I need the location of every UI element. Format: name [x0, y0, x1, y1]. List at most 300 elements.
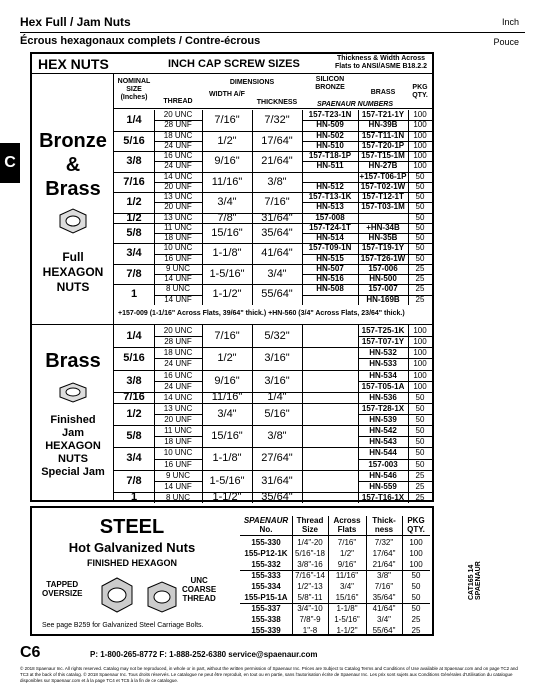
contact-info: P: 1-800-265-8772 F: 1-888-252-6380 service@spaenaur.com — [90, 650, 318, 659]
unc-coarse-label — [182, 576, 216, 603]
nominal-size: 3/4 — [126, 247, 142, 260]
silicon-bronze-part — [302, 172, 358, 182]
sub-row-divider — [302, 161, 432, 162]
steel-pkg: 25 — [411, 615, 421, 624]
steel-thread: 1/2"-13 — [297, 582, 323, 591]
steel-thick: 3/4" — [377, 615, 391, 624]
package-qty: 100 — [413, 370, 427, 380]
width-across-flats: 1-5/16" — [209, 267, 245, 280]
steel-no: 155-339 — [251, 626, 281, 635]
package-qty: 25 — [415, 481, 425, 491]
side-catalog-code: CAT165 14 — [468, 564, 475, 600]
thread-spec: 14 UNF — [164, 481, 192, 491]
steel-footnote: See page B259 for Galvanized Steel Carriage Bolts. — [42, 622, 204, 629]
jam-nut-icon — [54, 380, 92, 406]
steel-flats: 1-1/2" — [336, 626, 358, 635]
standards-note — [332, 55, 430, 71]
finished-label: Finished — [50, 414, 96, 426]
column-divider — [154, 110, 155, 305]
package-qty: 25 — [415, 284, 425, 294]
sub-row-divider — [154, 436, 202, 437]
steel-header: Across — [333, 516, 361, 525]
brass-part: 157-T19-1Y — [361, 243, 405, 253]
sub-row-divider — [154, 254, 202, 255]
steel-pkg: 100 — [409, 549, 423, 558]
thickness: 31/64" — [261, 474, 293, 487]
brass-part: 157-T20-1P — [361, 140, 405, 150]
steel-header: ness — [374, 525, 394, 534]
thickness: 5/16" — [264, 407, 290, 420]
steel-thick: 7/32" — [374, 538, 394, 547]
width-across-flats: 15/16" — [211, 226, 243, 239]
steel-flats: 7/16" — [337, 538, 357, 547]
column-divider — [408, 110, 409, 305]
steel-thread: 5/8"-11 — [297, 593, 323, 602]
nominal-size: 3/8 — [126, 374, 142, 387]
steel-flats: 9/16" — [337, 560, 357, 569]
sub-row-divider — [154, 274, 202, 275]
brass-part: 157-T12-1T — [362, 192, 404, 202]
steel-flats: 1/2" — [340, 549, 354, 558]
column-divider — [302, 325, 303, 503]
nominal-size: 7/8 — [126, 474, 142, 487]
silicon-bronze-part: 157-T18-1P — [308, 151, 352, 161]
thread-spec: 20 UNC — [163, 110, 193, 119]
steel-thick: 55/64" — [372, 626, 396, 635]
steel-thread: 7/16"-14 — [295, 571, 325, 580]
thread-spec: 8 UNC — [165, 492, 190, 502]
nominal-size: 3/8 — [126, 155, 142, 168]
hexagon-label: HEXAGON — [42, 265, 104, 279]
thread-spec: 18 UNF — [164, 437, 192, 447]
brass-part: HN-169B — [366, 294, 400, 304]
brass-jam-table — [114, 325, 432, 503]
bronze-footnote: +157-009 (1-1/16" Across Flats, 39/64" thick.) +HN-560 (3/4" Across Flats, 23/64" thick.) — [118, 310, 405, 317]
brass-part: 157-T16-1X — [361, 492, 405, 502]
steel-no: 155-P12-1K — [244, 549, 288, 558]
thickness: 3/8" — [267, 175, 287, 188]
steel-header: Thread — [296, 516, 324, 525]
package-qty: 50 — [415, 181, 425, 191]
thread-spec: 18 UNC — [163, 130, 193, 140]
thickness: 7/16" — [264, 196, 290, 209]
full-label: Full — [62, 250, 84, 264]
package-qty: 100 — [413, 161, 427, 171]
galvanized-nut-side-icon — [142, 578, 182, 618]
nominal-size: 1/4 — [126, 114, 142, 126]
bronze-brass-table — [114, 110, 432, 305]
package-qty: 100 — [413, 326, 427, 335]
brass-part: 157-T11-1N — [361, 130, 405, 140]
brass-part: HN-543 — [369, 437, 397, 447]
width-across-flats: 1/2" — [217, 352, 237, 365]
package-qty: 50 — [415, 202, 425, 212]
column-divider — [154, 325, 155, 503]
package-qty: 25 — [415, 470, 425, 480]
coarse-label: COARSE — [182, 585, 217, 594]
brass-part: +HN-34B — [366, 222, 400, 232]
steel-no: 155-P15-1A — [244, 593, 288, 602]
nominal-size: 3/4 — [126, 452, 142, 465]
page-number: C6 — [20, 644, 41, 661]
width-across-flats: 1-1/8" — [212, 452, 242, 465]
nominal-size: 5/16 — [123, 352, 145, 365]
sub-row-divider — [302, 254, 432, 255]
steel-no: 155-337 — [251, 604, 281, 613]
width-across-flats: 1-5/16" — [209, 474, 245, 487]
brass-part — [358, 213, 408, 223]
brass-part: HN-534 — [369, 370, 397, 380]
width-across-flats: 7/16" — [214, 330, 240, 342]
silicon-bronze-part: 157-008 — [315, 212, 345, 222]
brass-part: 157-T26-1W — [360, 253, 406, 263]
thickness: 35/64" — [261, 491, 293, 503]
sub-row-divider — [358, 358, 432, 359]
width-across-flats: 11/16" — [211, 175, 243, 188]
package-qty: 100 — [413, 130, 427, 140]
brass-part: HN-546 — [369, 470, 397, 480]
brass-part: HN-542 — [369, 426, 397, 436]
steel-column-divider — [328, 516, 329, 636]
thread-spec: 14 UNF — [164, 294, 192, 304]
silicon-bronze-part: HN-509 — [316, 120, 344, 130]
package-qty: 100 — [413, 151, 427, 161]
package-qty: 25 — [415, 294, 425, 304]
hex-nuts-table — [30, 52, 434, 502]
column-divider — [202, 325, 203, 503]
header-unit: Inch — [501, 17, 519, 27]
thickness: 3/4" — [267, 267, 287, 280]
nominal-size: 1 — [130, 491, 138, 503]
package-qty: 50 — [415, 171, 425, 181]
sub-row-divider — [358, 436, 432, 437]
steel-flats: 1-1/8" — [336, 604, 358, 613]
side-catalog-label — [468, 540, 482, 600]
brass-part: 157-T07-1Y — [361, 337, 405, 347]
sub-row-divider — [358, 381, 432, 382]
standards-note-line1: Thickness & Width Across — [337, 55, 425, 62]
column-divider — [358, 110, 359, 305]
brass-part: HN-35B — [368, 233, 398, 243]
steel-header: QTY. — [407, 525, 425, 534]
package-qty: 100 — [413, 348, 427, 358]
package-qty: 25 — [415, 492, 425, 502]
steel-subtitle: Hot Galvanized Nuts — [68, 540, 196, 555]
thread-spec: 11 UNC — [164, 222, 192, 232]
silicon-bronze-part: HN-510 — [316, 140, 344, 150]
steel-thick: 17/64" — [372, 549, 396, 558]
package-qty: 100 — [413, 140, 427, 150]
steel-pkg: 25 — [411, 626, 421, 635]
sub-row-divider — [358, 414, 432, 415]
brass-part: 157-007 — [368, 284, 398, 294]
thickness: 1/4" — [267, 391, 287, 403]
steel-header: Thick- — [372, 516, 396, 525]
steel-column-divider — [366, 516, 367, 636]
sub-row-divider — [154, 295, 202, 296]
silicon-bronze-part: HN-516 — [316, 274, 344, 284]
silicon-bronze-part: HN-512 — [316, 181, 344, 191]
thread-spec: 13 UNC — [163, 403, 193, 413]
jam-label: Jam — [61, 427, 85, 439]
brass-part: 157-T03-1M — [361, 202, 405, 212]
sub-row-divider — [302, 182, 432, 183]
sub-row-divider — [154, 120, 202, 121]
bronze-title: Bronze — [39, 130, 107, 152]
sub-row-divider — [358, 459, 432, 460]
thread-spec: 20 UNF — [164, 415, 192, 424]
width-across-flats: 11/16" — [211, 391, 243, 403]
silicon-bronze-part: 157-T23-1N — [308, 110, 352, 119]
steel-flats: 11/16" — [335, 571, 359, 580]
width-across-flats: 9/16" — [214, 374, 240, 387]
steel-table — [240, 516, 430, 634]
steel-pkg: 100 — [409, 538, 423, 547]
width-across-flats: 1-1/8" — [212, 247, 242, 260]
steel-pkg: 100 — [409, 560, 423, 569]
package-qty: 100 — [413, 120, 427, 130]
nominal-size: 7/16 — [123, 175, 145, 188]
galvanized-nut-icon — [94, 574, 140, 618]
width-across-flats: 7/16" — [214, 114, 240, 126]
thickness: 3/16" — [264, 352, 290, 365]
thread-spec: 28 UNF — [164, 120, 192, 130]
thread-spec: 11 UNC — [164, 426, 192, 436]
legal-line2: TC3 at the back of this catalog. © 2018 Spaenaur Inc. Tous droits réservés. Le catalogue ne peut être reproduit, en tout ou en partie, sans l'autorisation écrite de Spaenaur Inc. Les prix sont sujets aux Conditions Générales d'Utilisation du catalogue — [20, 672, 513, 677]
legal-line1: © 2018 Spaenaur Inc. All rights reserved. Catalog may not be reproduced, in whole or in part, without the written permission of Spaenaur Inc. Prices are Subject to Catalog Terms and Conditions of Use available at Spaenaur.com and on page TC2 and — [20, 666, 518, 671]
side-brand: SPAENAUR — [475, 561, 482, 600]
steel-thick: 41/64" — [372, 604, 396, 613]
steel-thread: 7/8"-9 — [299, 615, 321, 624]
thread-spec: 10 UNC — [163, 243, 193, 253]
brass-part: HN-536 — [369, 392, 397, 402]
column-divider — [408, 325, 409, 503]
steel-thick: 21/64" — [372, 560, 396, 569]
steel-pkg: 50 — [411, 571, 421, 580]
sub-row-divider — [302, 295, 432, 296]
brass-title: Brass — [45, 178, 101, 200]
thread-spec: 9 UNC — [165, 470, 190, 480]
thread-spec: 14 UNC — [163, 392, 193, 402]
steel-pkg: 50 — [411, 582, 421, 591]
package-qty: 50 — [415, 233, 425, 243]
steel-header: SPAENAUR — [243, 516, 289, 525]
steel-no: 155-332 — [251, 560, 281, 569]
silicon-bronze-part: 157-T24-1T — [309, 222, 351, 232]
sub-row-divider — [154, 233, 202, 234]
steel-thread: 3/4"-10 — [297, 604, 323, 613]
silicon-bronze-part: HN-507 — [316, 263, 344, 273]
hexagon-label-2: HEXAGON — [45, 440, 101, 452]
standards-note-line2: Flats to ANSI/ASME B18.2.2 — [335, 63, 427, 70]
silicon-bronze-part: HN-502 — [316, 130, 344, 140]
thickness: 35/64" — [261, 226, 293, 239]
sub-row-divider — [154, 481, 202, 482]
thread-spec: 18 UNF — [164, 233, 192, 243]
brass-part: HN-544 — [369, 448, 397, 458]
thread-spec: 20 UNC — [163, 326, 193, 335]
silicon-bronze-part — [302, 295, 358, 305]
brass-part: HN-539 — [369, 415, 397, 424]
full-hex-nut-icon — [54, 206, 92, 236]
package-qty: 50 — [415, 192, 425, 202]
column-divider — [252, 110, 253, 305]
header-unit-fr: Pouce — [493, 37, 519, 47]
width-across-flats: 3/4" — [217, 407, 237, 420]
brass-part: 157-003 — [368, 459, 398, 469]
brass-part: HN-532 — [369, 348, 397, 358]
silicon-header: SILICON BRONZE — [315, 76, 345, 91]
spaenaur-header: SPAENAUR NUMBERS — [316, 101, 394, 108]
width-across-flats: 15/16" — [211, 430, 243, 443]
nominal-size: 5/16 — [123, 134, 145, 147]
sub-row-divider — [154, 161, 202, 162]
sub-row-divider — [154, 358, 202, 359]
brass-part: 157-T25-1K — [361, 326, 405, 335]
sub-row-divider — [154, 336, 202, 337]
thread-spec: 14 UNC — [163, 171, 193, 181]
sub-row-divider — [358, 336, 432, 337]
thread-spec: 9 UNC — [165, 263, 190, 273]
thread-spec: 14 UNF — [164, 274, 192, 284]
thread-header: THREAD — [163, 98, 193, 105]
silicon-bronze-part: 157-T13-1K — [308, 192, 352, 202]
steel-no: 155-338 — [251, 615, 281, 624]
width-across-flats: 3/4" — [217, 196, 237, 209]
tapped-label: TAPPED — [46, 580, 79, 589]
dimensions-header: DIMENSIONS — [229, 79, 275, 86]
width-across-flats: 1-1/2" — [212, 288, 242, 301]
package-qty: 100 — [413, 110, 427, 119]
width-across-flats: 1/2" — [217, 134, 237, 147]
steel-subtitle-2: FINISHED HEXAGON — [86, 558, 177, 568]
thickness: 31/64" — [261, 212, 293, 223]
tapped-oversize-label — [42, 580, 82, 598]
steel-header: No. — [259, 525, 273, 534]
brass-part: HN-559 — [369, 481, 397, 491]
special-jam-label: Special Jam — [41, 466, 105, 478]
package-qty: 25 — [415, 263, 425, 273]
nominal-size: 1/2 — [126, 196, 142, 209]
column-divider — [358, 325, 359, 503]
product-labels — [32, 74, 114, 502]
legal-line3: disponibles sur Spaenaur.com et à la page TC4 et TC5 à la fin de ce catalogue. — [20, 678, 179, 683]
silicon-bronze-part: HN-511 — [316, 161, 344, 171]
sub-row-divider — [302, 202, 432, 203]
sub-row-divider — [154, 141, 202, 142]
thread-spec: 20 UNF — [164, 202, 192, 212]
unc-label: UNC — [190, 576, 208, 585]
page-header-fr — [20, 35, 525, 51]
thread-spec: 16 UNF — [164, 253, 192, 263]
nominal-size: 1/2 — [126, 407, 142, 420]
nominal-size: 1/2 — [126, 212, 142, 223]
steel-column-divider — [292, 516, 293, 636]
column-divider — [252, 325, 253, 503]
steel-thick: 3/8" — [377, 571, 391, 580]
brass-part: 157-T02-1W — [360, 181, 406, 191]
hex-nuts-heading: HEX NUTS — [38, 56, 109, 72]
nominal-size: 7/8 — [126, 267, 142, 280]
steel-pkg: 50 — [411, 593, 421, 602]
steel-no: 155-334 — [251, 582, 281, 591]
width-across-flats: 7/8" — [217, 212, 237, 223]
nuts-label-2: NUTS — [58, 453, 88, 465]
thread-spec: 20 UNF — [164, 181, 192, 191]
thread-spec: 24 UNF — [164, 161, 192, 171]
package-qty: 100 — [413, 359, 427, 369]
column-divider — [202, 110, 203, 305]
package-qty: 50 — [415, 426, 425, 436]
pkg-header: PKG QTY. — [412, 84, 428, 99]
thickness: 27/64" — [261, 452, 293, 465]
nominal-size: 7/16 — [123, 391, 145, 403]
package-qty: 50 — [415, 253, 425, 263]
steel-header: Flats — [337, 525, 357, 534]
package-qty: 100 — [413, 381, 427, 391]
steel-thread: 1"-8 — [302, 626, 318, 635]
package-qty: 50 — [415, 448, 425, 458]
sub-row-divider — [154, 182, 202, 183]
nuts-label: NUTS — [56, 280, 90, 294]
package-qty: 50 — [415, 437, 425, 447]
package-qty: 100 — [413, 337, 427, 347]
brass-part: HN-500 — [369, 274, 397, 284]
silicon-bronze-part: HN-508 — [316, 284, 344, 294]
thread-spec: 28 UNF — [164, 337, 192, 347]
thread-spec: 18 UNC — [163, 348, 193, 358]
package-qty: 25 — [415, 274, 425, 284]
steel-flats: 3/4" — [340, 582, 354, 591]
thread-spec: 13 UNC — [163, 192, 193, 202]
ampersand: & — [65, 154, 81, 176]
steel-header: PKG — [407, 516, 425, 525]
steel-thick: 7/16" — [374, 582, 394, 591]
package-qty: 50 — [415, 392, 425, 402]
sub-row-divider — [302, 141, 432, 142]
brass-part: 157-T21-1Y — [361, 110, 405, 119]
sub-row-divider — [154, 414, 202, 415]
column-divider — [302, 110, 303, 305]
steel-no: 155-330 — [251, 538, 281, 547]
steel-pkg: 50 — [411, 604, 421, 613]
thread-label: THREAD — [182, 594, 216, 603]
thread-spec: 8 UNC — [165, 284, 190, 294]
thickness: 17/64" — [261, 134, 293, 147]
brass-part: 157-T05-1A — [361, 381, 405, 391]
thread-spec: 24 UNF — [164, 359, 192, 369]
thread-spec: 24 UNF — [164, 381, 192, 391]
sub-row-divider — [302, 274, 432, 275]
sub-row-divider — [154, 202, 202, 203]
header-title: Hex Full / Jam Nuts — [20, 15, 131, 29]
silicon-bronze-part: 157-T09-1N — [308, 243, 352, 253]
sub-row-divider — [154, 459, 202, 460]
steel-thick: 35/64" — [372, 593, 396, 602]
nominal-size: 1 — [130, 288, 138, 301]
nominal-header: NOMINAL SIZE (Inches) — [117, 78, 151, 101]
steel-flats: 1-5/16" — [334, 615, 360, 624]
thread-spec: 16 UNC — [163, 370, 193, 380]
title-bar — [32, 54, 432, 74]
brass-part: HN-533 — [369, 359, 397, 369]
steel-thread: 3/8"-16 — [297, 560, 323, 569]
header-title-fr: Écrous hexagonaux complets / Contre-écrous — [20, 35, 261, 47]
brass-part: HN-27B — [368, 161, 398, 171]
package-qty: 50 — [415, 459, 425, 469]
nominal-size: 5/8 — [126, 430, 142, 443]
nominal-size: 5/8 — [126, 226, 142, 239]
